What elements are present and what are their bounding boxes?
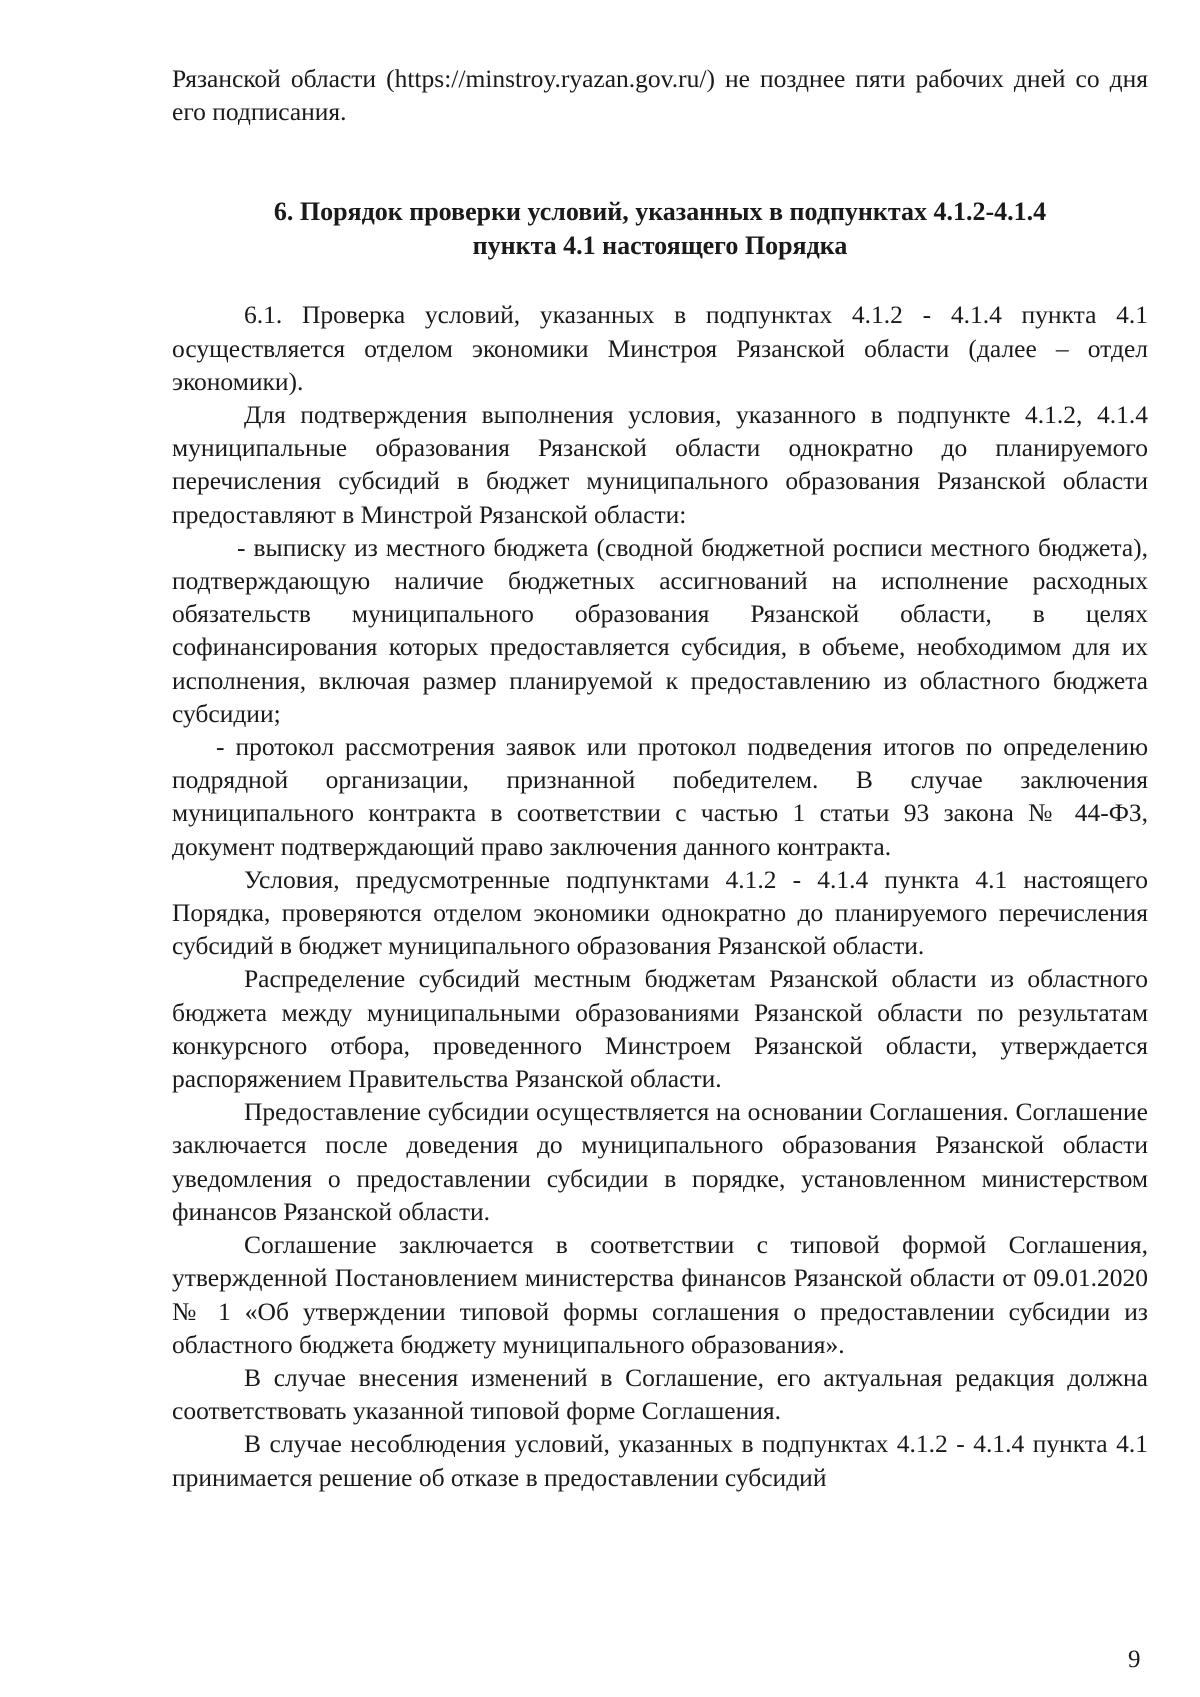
paragraph-distribution: Распределение субсидий местным бюджетам Рязанской области из областного бюджета между муниципальными образованиями Рязанской области по результатам конкурсного отбора, проведенного Минстроем Рязанской области, утверждается распоряжением Правительства Рязанской области. [172, 964, 1148, 1094]
paragraph-agreement-changes: В случае внесения изменений в Соглашение, его актуальная редакция должна соответствовать указанной типовой форме Соглашения. [172, 1362, 1148, 1426]
paragraph-6-1: 6.1. Проверка условий, указанных в подпунктах 4.1.2 - 4.1.4 пункта 4.1 осуществляется отделом экономики Минстроя Рязанской области (далее – отдел экономики). [172, 300, 1148, 396]
document-body [172, 62, 1148, 1494]
list-item-budget-extract: - выписку из местного бюджета (сводной бюджетной росписи местного бюджета), подтверждающую наличие бюджетных ассигнований на исполнение расходных обязательств муниципального образования Рязанской области, в целях софинансирования которых предоставляется субсидия, в объеме, необходимом для их исполнения, включая размер планируемой к предоставлению из областного бюджета субсидии; [172, 532, 1148, 728]
section-title [172, 195, 1148, 263]
paragraph-conditions-check: Условия, предусмотренные подпунктами 4.1.2 - 4.1.4 пункта 4.1 настоящего Порядка, проверяются отделом экономики однократно до планируемого перечисления субсидий в бюджет муниципального образования Рязанской области. [172, 864, 1148, 961]
section-title-line-1: 6. Порядок проверки условий, указанных в подпунктах 4.1.2-4.1.4 [273, 197, 1047, 227]
paragraph-refusal: В случае несоблюдения условий, указанных в подпунктах 4.1.2 - 4.1.4 пункта 4.1 принимается решение об отказе в предоставлении субсидий [172, 1429, 1148, 1492]
intro-paragraph: Рязанской области (https://minstroy.ryazan.gov.ru/) не позднее пяти рабочих дней со дня его подписания. [172, 64, 1148, 127]
section-title-line-2: пункта 4.1 настоящего Порядка [472, 231, 848, 261]
page-number: 9 [1128, 1646, 1141, 1673]
paragraph-confirmation: Для подтверждения выполнения условия, указанного в подпункте 4.1.2, 4.1.4 муниципальные образования Рязанской области однократно до планируемого перечисления субсидий в бюджет муниципального образования Рязанской области предоставляют в Минстрой Рязанской области: [172, 400, 1148, 529]
paragraph-agreement-basis: Предоставление субсидии осуществляется на основании Соглашения. Соглашение заключается после доведения до муниципального образования Рязанской области уведомления о предоставлении субсидии в порядке, установленном министерством финансов Рязанской области. [172, 1097, 1148, 1226]
list-item-protocol: - протокол рассмотрения заявок или протокол подведения итогов по определению подрядной организации, признанной победителем. В случае заключения муниципального контракта в соответствии с частью 1 статьи 93 закона № 44-ФЗ, документ подтверждающий право заключения данного контракта. [172, 732, 1148, 861]
paragraph-agreement-form: Соглашение заключается в соответствии с типовой формой Соглашения, утвержденной Постановлением министерства финансов Рязанской области от 09.01.2020 № 1 «Об утверждении типовой формы соглашения о предоставлении субсидии из областного бюджета бюджету муниципального образования». [172, 1230, 1148, 1359]
